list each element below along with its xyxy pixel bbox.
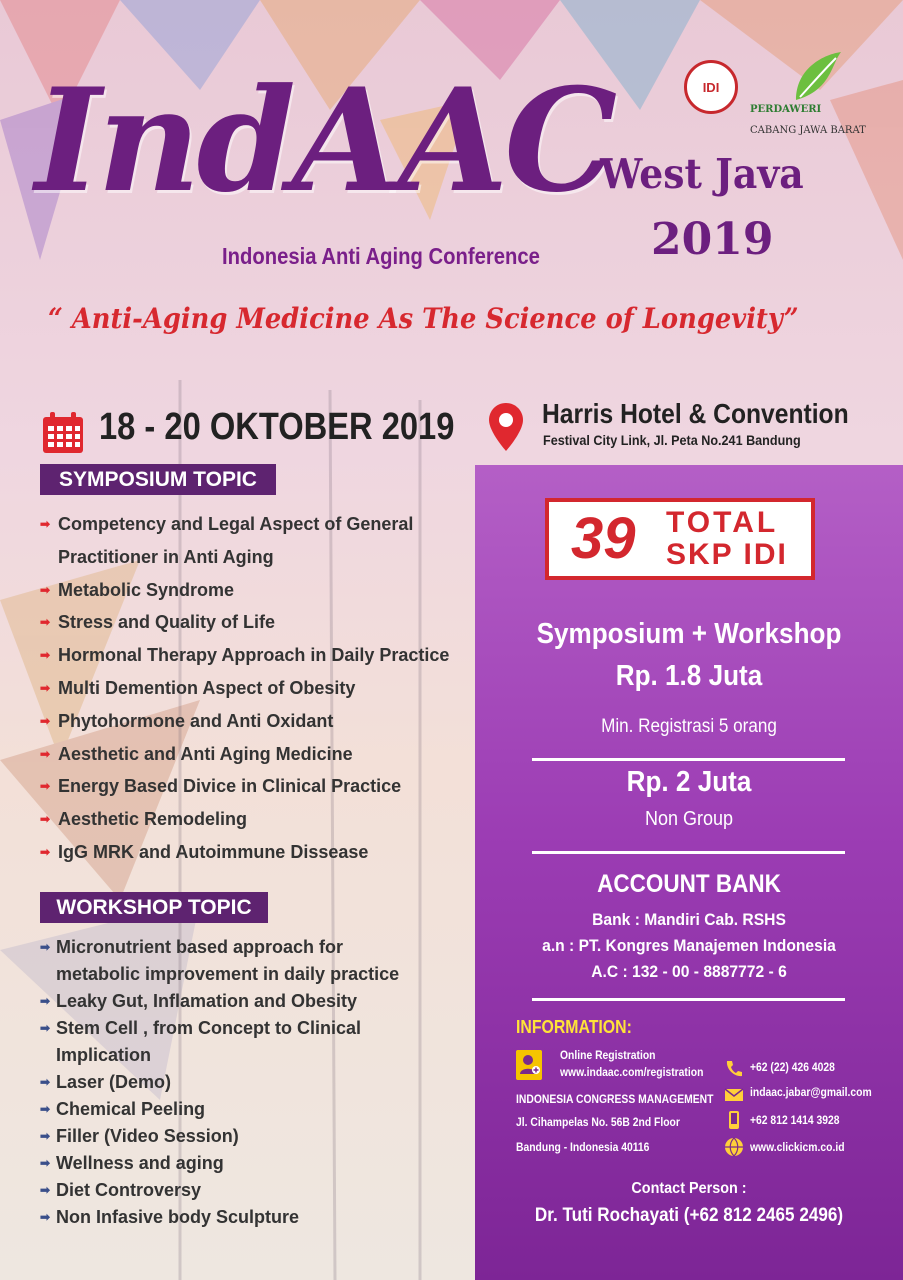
list-item: ➡ Competency and Legal Aspect of General: [40, 508, 449, 541]
organizer-address-2: Bandung - Indonesia 40116: [516, 1142, 650, 1154]
arrow-right-icon: ➡: [40, 746, 51, 761]
arrow-right-icon: ➡: [40, 517, 51, 531]
list-item: ➡ Phytohormone and Anti Oxidant: [40, 705, 449, 738]
event-subtitle: Indonesia Anti Aging Conference: [222, 243, 540, 269]
mobile-number[interactable]: +62 812 1414 3928: [750, 1115, 840, 1127]
list-item: ➡ Diet Controversy: [40, 1177, 399, 1204]
list-item: Practitioner in Anti Aging: [58, 546, 274, 567]
list-item: ➡ Laser (Demo): [40, 1069, 399, 1096]
list-item: ➡ Aesthetic and Anti Aging Medicine: [40, 738, 449, 771]
list-item: ➡ Hormonal Therapy Approach in Daily Practice: [40, 639, 449, 672]
arrow-right-icon: ➡: [40, 844, 51, 859]
arrow-right-icon: ➡: [40, 1156, 51, 1170]
non-group-label: Non Group: [644, 808, 734, 830]
list-item: ➡ IgG MRK and Autoimmune Dissease: [40, 836, 449, 869]
venue-address: Festival City Link, Jl. Peta No.241 Bandung: [543, 432, 801, 448]
organizer-address-1: Jl. Cihampelas No. 56B 2nd Floor: [516, 1117, 680, 1129]
arrow-right-icon: ➡: [40, 615, 51, 630]
event-logo-title: IndAAC: [35, 58, 614, 224]
list-item: ➡ Chemical Peeling: [40, 1096, 399, 1123]
divider: [532, 758, 845, 761]
package-title: Symposium + Workshop: [536, 618, 842, 650]
arrow-right-icon: ➡: [40, 994, 51, 1008]
arrow-right-icon: ➡: [40, 582, 51, 597]
list-item: ➡ Micronutrient based approach for: [40, 934, 399, 961]
account-bank: Bank : Mandiri Cab. RSHS: [592, 910, 786, 929]
list-item: ➡ Multi Demention Aspect of Obesity: [40, 672, 449, 705]
perdaweri-leaf-icon: [786, 50, 846, 105]
phone-number[interactable]: +62 (22) 426 4028: [750, 1062, 835, 1074]
location-pin-icon: [488, 402, 524, 452]
divider: [532, 851, 845, 854]
arrow-right-icon: ➡: [40, 1102, 51, 1116]
arrow-right-icon: ➡: [40, 648, 51, 663]
arrow-right-icon: ➡: [40, 1129, 51, 1143]
organizer-name: INDONESIA CONGRESS MANAGEMENT: [516, 1094, 714, 1106]
calendar-icon: [42, 412, 84, 454]
list-item: ➡ Aesthetic Remodeling: [40, 803, 449, 836]
idi-logo: [684, 60, 738, 114]
account-heading: ACCOUNT BANK: [597, 870, 781, 898]
globe-icon: [724, 1137, 744, 1157]
event-region: West Java: [600, 150, 804, 198]
perdaweri-branch: CABANG JAWA BARAT: [750, 125, 866, 136]
list-item: ➡ Filler (Video Session): [40, 1123, 399, 1150]
min-registration: Min. Registrasi 5 orang: [601, 716, 777, 737]
list-item: ➡ Leaky Gut, Inflamation and Obesity: [40, 988, 399, 1015]
list-item: Implication: [56, 1045, 152, 1065]
contact-person-name: Dr. Tuti Rochayati (+62 812 2465 2496): [534, 1205, 844, 1226]
account-name: a.n : PT. Kongres Manajemen Indonesia: [542, 936, 836, 955]
list-item: ➡ Stress and Quality of Life: [40, 606, 449, 639]
event-date: 18 - 20 OKTOBER 2019: [99, 406, 455, 448]
symposium-topic-list: [40, 508, 449, 869]
arrow-right-icon: ➡: [40, 1021, 51, 1035]
list-item: ➡ Wellness and aging: [40, 1150, 399, 1177]
arrow-right-icon: ➡: [40, 1210, 51, 1224]
contact-person-label: Contact Person :: [631, 1180, 747, 1197]
registration-icon: [516, 1050, 542, 1080]
event-tagline: “ Anti-Aging Medicine As The Science of Longevity”: [48, 302, 799, 335]
online-registration-link[interactable]: www.indaac.com/registration: [560, 1067, 704, 1079]
perdaweri-name: PERDAWERI: [750, 104, 822, 115]
list-item: ➡ Metabolic Syndrome: [40, 574, 449, 607]
arrow-right-icon: ➡: [40, 713, 51, 728]
arrow-right-icon: ➡: [40, 940, 51, 954]
skp-idi-label: SKP IDI: [666, 538, 788, 571]
arrow-right-icon: ➡: [40, 680, 51, 695]
workshop-heading: WORKSHOP TOPIC: [40, 892, 268, 923]
list-item: metabolic improvement in daily practice: [56, 964, 400, 984]
arrow-right-icon: ➡: [40, 1075, 51, 1089]
list-item: ➡ Stem Cell , from Concept to Clinical: [40, 1015, 399, 1042]
arrow-right-icon: ➡: [40, 1183, 51, 1197]
phone-icon: [724, 1059, 744, 1079]
arrow-right-icon: ➡: [40, 779, 51, 794]
divider: [532, 998, 845, 1001]
information-heading: INFORMATION:: [516, 1017, 632, 1037]
email-icon: [724, 1085, 744, 1105]
list-item: ➡ Energy Based Divice in Clinical Practice: [40, 770, 449, 803]
email-address[interactable]: indaac.jabar@gmail.com: [750, 1087, 872, 1099]
list-item: ➡ Non Infasive body Sculpture: [40, 1204, 399, 1231]
skp-number: 39: [571, 506, 636, 571]
online-registration-label: Online Registration: [560, 1050, 656, 1062]
skp-total-label: TOTAL: [666, 506, 779, 539]
workshop-topic-list: [40, 934, 399, 1231]
website-link[interactable]: www.clickicm.co.id: [750, 1142, 845, 1154]
mobile-phone-icon: [724, 1110, 744, 1130]
event-year: 2019: [651, 214, 774, 265]
non-group-price: Rp. 2 Juta: [626, 766, 752, 798]
package-price: Rp. 1.8 Juta: [615, 660, 763, 692]
venue-name: Harris Hotel & Convention: [542, 398, 849, 429]
symposium-heading: SYMPOSIUM TOPIC: [40, 464, 276, 495]
account-number: A.C : 132 - 00 - 8887772 - 6: [591, 962, 787, 981]
idi-logo-text: IDI: [702, 79, 720, 95]
arrow-right-icon: ➡: [40, 812, 51, 827]
